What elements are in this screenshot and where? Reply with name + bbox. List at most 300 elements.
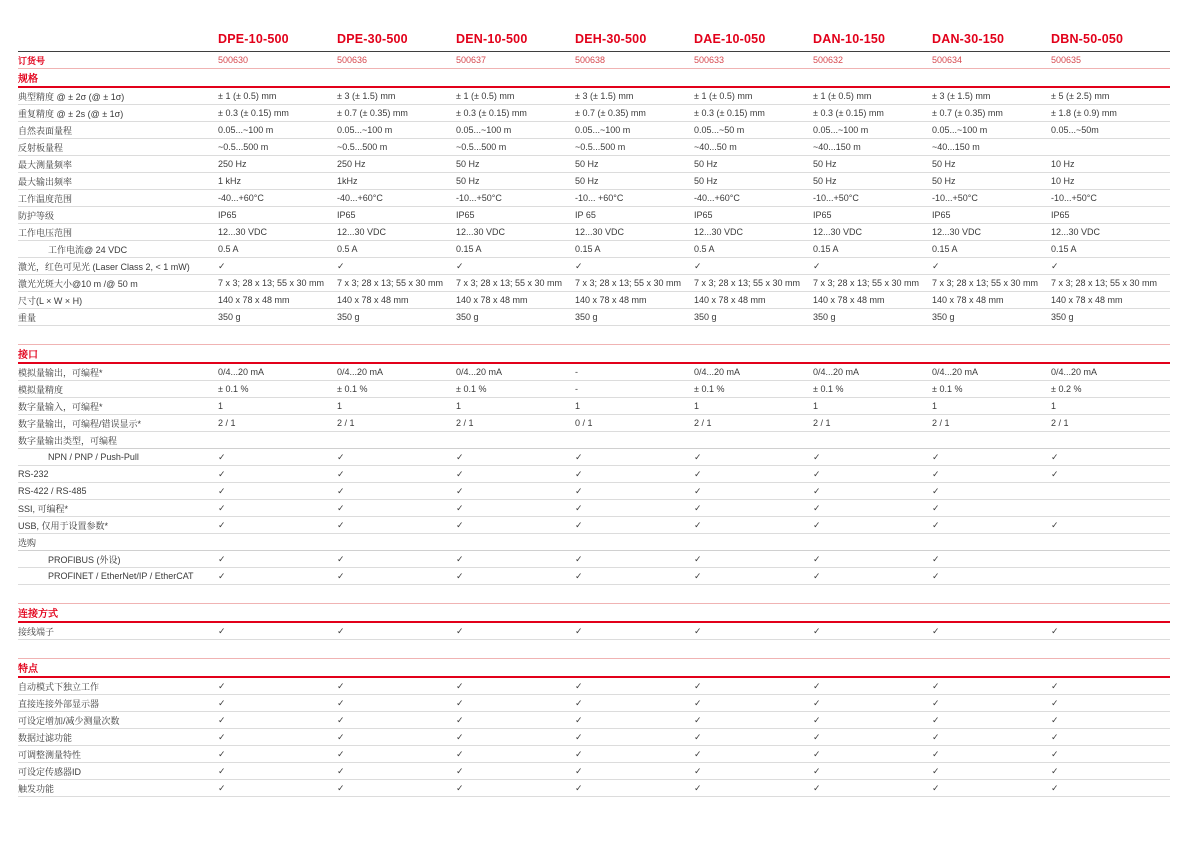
spec-value: 0.15 A bbox=[1051, 243, 1077, 254]
row-label: 激光光斑大小@10 m /@ 50 m bbox=[18, 278, 138, 289]
spec-value: 10 Hz bbox=[1051, 158, 1075, 169]
checkmark-icon: ✓ bbox=[694, 502, 702, 513]
spec-value: ± 0.3 (± 0.15) mm bbox=[813, 107, 884, 118]
spec-value: 12...30 VDC bbox=[218, 226, 268, 237]
spec-value: ± 0.3 (± 0.15) mm bbox=[456, 107, 527, 118]
spec-value: 350 g bbox=[575, 311, 598, 322]
spec-value: ± 3 (± 1.5) mm bbox=[337, 90, 396, 101]
spec-value: 1 bbox=[1051, 400, 1057, 411]
spec-value: ± 3 (± 1.5) mm bbox=[575, 90, 634, 101]
checkmark-icon: ✓ bbox=[813, 485, 821, 496]
spec-value: IP65 bbox=[932, 209, 951, 220]
row-label: 数字量输出类型，可编程 bbox=[18, 435, 118, 446]
spec-value: IP65 bbox=[694, 209, 713, 220]
spec-value: 0/4...20 mA bbox=[932, 366, 979, 377]
row-label: 自动模式下独立工作 bbox=[18, 681, 100, 692]
product-column-header: DEN-10-500 bbox=[456, 32, 528, 46]
table-row bbox=[18, 207, 1170, 224]
checkmark-icon: ✓ bbox=[337, 468, 345, 479]
spec-value: 0.05...~100 m bbox=[575, 124, 631, 135]
spec-value: ± 1 (± 0.5) mm bbox=[218, 90, 277, 101]
spec-value: 50 Hz bbox=[575, 175, 599, 186]
table-row bbox=[18, 88, 1170, 105]
spec-value: 0.15 A bbox=[575, 243, 601, 254]
spec-value: ± 1 (± 0.5) mm bbox=[813, 90, 872, 101]
checkmark-icon: ✓ bbox=[575, 468, 583, 479]
spec-value: ± 0.1 % bbox=[218, 383, 249, 394]
checkmark-icon: ✓ bbox=[456, 451, 464, 462]
spec-value: 50 Hz bbox=[456, 175, 480, 186]
spec-value: ~0.5...500 m bbox=[456, 141, 507, 152]
checkmark-icon: ✓ bbox=[932, 519, 940, 530]
spec-value: ± 0.7 (± 0.35) mm bbox=[337, 107, 408, 118]
checkmark-icon: ✓ bbox=[813, 468, 821, 479]
spec-value: 7 x 3; 28 x 13; 55 x 30 mm bbox=[932, 277, 1039, 288]
spec-value: 0.5 A bbox=[694, 243, 715, 254]
checkmark-icon: ✓ bbox=[694, 731, 702, 742]
checkmark-icon: ✓ bbox=[813, 782, 821, 793]
checkmark-icon: ✓ bbox=[456, 697, 464, 708]
spec-value: 12...30 VDC bbox=[456, 226, 506, 237]
checkmark-icon: ✓ bbox=[218, 451, 226, 462]
table-row bbox=[18, 156, 1170, 173]
checkmark-icon: ✓ bbox=[575, 765, 583, 776]
spec-value: 50 Hz bbox=[575, 158, 599, 169]
spec-value: 0.15 A bbox=[456, 243, 482, 254]
spec-value: 0.15 A bbox=[932, 243, 958, 254]
checkmark-icon: ✓ bbox=[1051, 625, 1059, 636]
checkmark-icon: ✓ bbox=[456, 680, 464, 691]
checkmark-icon: ✓ bbox=[337, 485, 345, 496]
spec-value: 140 x 78 x 48 mm bbox=[575, 294, 647, 305]
table-row bbox=[18, 398, 1170, 415]
checkmark-icon: ✓ bbox=[694, 765, 702, 776]
spec-value: ~40...150 m bbox=[813, 141, 861, 152]
spec-value: IP65 bbox=[218, 209, 237, 220]
spec-value: ± 0.1 % bbox=[456, 383, 487, 394]
spec-value: IP 65 bbox=[575, 209, 596, 220]
spec-value: IP65 bbox=[813, 209, 832, 220]
spec-value: 2 / 1 bbox=[694, 417, 712, 428]
spec-value: 1 bbox=[694, 400, 700, 411]
checkmark-icon: ✓ bbox=[575, 731, 583, 742]
spec-value: 350 g bbox=[456, 311, 479, 322]
spec-value: 0/4...20 mA bbox=[813, 366, 860, 377]
checkmark-icon: ✓ bbox=[813, 553, 821, 564]
spec-value: ± 0.1 % bbox=[694, 383, 725, 394]
spec-value: 50 Hz bbox=[694, 175, 718, 186]
checkmark-icon: ✓ bbox=[456, 714, 464, 725]
spec-value: 0/4...20 mA bbox=[456, 366, 503, 377]
spec-value: 1 bbox=[218, 400, 224, 411]
spec-value: 140 x 78 x 48 mm bbox=[218, 294, 290, 305]
spec-value: -10... +60°C bbox=[575, 192, 624, 203]
spec-value: ± 1.8 (± 0.9) mm bbox=[1051, 107, 1117, 118]
spec-value: 7 x 3; 28 x 13; 55 x 30 mm bbox=[694, 277, 801, 288]
table-row bbox=[18, 432, 1170, 449]
spec-value: ± 3 (± 1.5) mm bbox=[932, 90, 991, 101]
row-label: 最大输出频率 bbox=[18, 176, 73, 187]
table-row bbox=[18, 415, 1170, 432]
row-label: 直接连接外部显示器 bbox=[18, 698, 100, 709]
table-row bbox=[18, 483, 1170, 500]
row-label: SSI, 可编程* bbox=[18, 503, 69, 514]
checkmark-icon: ✓ bbox=[456, 485, 464, 496]
checkmark-icon: ✓ bbox=[456, 731, 464, 742]
checkmark-icon: ✓ bbox=[337, 625, 345, 636]
spec-value: ± 0.3 (± 0.15) mm bbox=[694, 107, 765, 118]
spec-value: ± 1 (± 0.5) mm bbox=[456, 90, 515, 101]
table-row bbox=[18, 241, 1170, 258]
checkmark-icon: ✓ bbox=[218, 748, 226, 759]
checkmark-icon: ✓ bbox=[218, 502, 226, 513]
spec-comparison-table bbox=[18, 27, 1170, 797]
row-label: 工作电流@ 24 VDC bbox=[48, 244, 128, 255]
spec-value: ± 0.2 % bbox=[1051, 383, 1082, 394]
spec-value: 140 x 78 x 48 mm bbox=[456, 294, 528, 305]
spec-value: IP65 bbox=[1051, 209, 1070, 220]
row-label: 触发功能 bbox=[18, 783, 55, 794]
spec-value: 350 g bbox=[1051, 311, 1074, 322]
checkmark-icon: ✓ bbox=[456, 765, 464, 776]
spec-value: 0.5 A bbox=[337, 243, 358, 254]
spec-value: 1 kHz bbox=[218, 175, 242, 186]
row-label: 防护等级 bbox=[18, 210, 55, 221]
checkmark-icon: ✓ bbox=[813, 502, 821, 513]
spec-value: 12...30 VDC bbox=[1051, 226, 1101, 237]
table-row bbox=[18, 381, 1170, 398]
checkmark-icon: ✓ bbox=[813, 731, 821, 742]
checkmark-icon: ✓ bbox=[694, 748, 702, 759]
spec-value: 350 g bbox=[337, 311, 360, 322]
row-label: 选购 bbox=[18, 537, 37, 548]
table-row bbox=[18, 534, 1170, 551]
checkmark-icon: ✓ bbox=[337, 697, 345, 708]
checkmark-icon: ✓ bbox=[218, 553, 226, 564]
spec-value: ~0.5...500 m bbox=[218, 141, 269, 152]
checkmark-icon: ✓ bbox=[456, 502, 464, 513]
checkmark-icon: ✓ bbox=[1051, 731, 1059, 742]
checkmark-icon: ✓ bbox=[575, 697, 583, 708]
table-row bbox=[18, 224, 1170, 241]
spec-value: 1 bbox=[932, 400, 938, 411]
checkmark-icon: ✓ bbox=[1051, 519, 1059, 530]
table-row bbox=[18, 122, 1170, 139]
spec-value: ± 0.7 (± 0.35) mm bbox=[575, 107, 646, 118]
spec-value: 12...30 VDC bbox=[575, 226, 625, 237]
checkmark-icon: ✓ bbox=[1051, 782, 1059, 793]
spec-value: ± 0.3 (± 0.15) mm bbox=[218, 107, 289, 118]
spec-value: 0.05...~100 m bbox=[456, 124, 512, 135]
product-column-header: DEH-30-500 bbox=[575, 32, 647, 46]
row-label: RS-232 bbox=[18, 469, 49, 479]
checkmark-icon: ✓ bbox=[575, 502, 583, 513]
spec-value: ~40...50 m bbox=[694, 141, 737, 152]
spec-value: 7 x 3; 28 x 13; 55 x 30 mm bbox=[337, 277, 444, 288]
spec-value: 7 x 3; 28 x 13; 55 x 30 mm bbox=[813, 277, 920, 288]
checkmark-icon: ✓ bbox=[218, 519, 226, 530]
checkmark-icon: ✓ bbox=[218, 731, 226, 742]
section-header: 特点 bbox=[18, 658, 1170, 678]
row-label: USB, 仅用于设置参数* bbox=[18, 520, 109, 531]
checkmark-icon: ✓ bbox=[1051, 697, 1059, 708]
checkmark-icon: ✓ bbox=[813, 260, 821, 271]
row-label: 最大测量频率 bbox=[18, 159, 73, 170]
checkmark-icon: ✓ bbox=[694, 451, 702, 462]
checkmark-icon: ✓ bbox=[575, 451, 583, 462]
table-row bbox=[18, 309, 1170, 326]
spec-value: 1 bbox=[337, 400, 343, 411]
row-label: 重复精度 @ ± 2s (@ ± 1σ) bbox=[18, 108, 124, 119]
spec-value: 50 Hz bbox=[813, 158, 837, 169]
spec-value: ~0.5...500 m bbox=[337, 141, 388, 152]
spec-value: 12...30 VDC bbox=[337, 226, 387, 237]
spec-value: 2 / 1 bbox=[1051, 417, 1069, 428]
spec-value: -40...+60°C bbox=[218, 192, 264, 203]
row-label: PROFIBUS (外设) bbox=[48, 554, 121, 565]
spec-value: 12...30 VDC bbox=[694, 226, 744, 237]
spec-value: ± 1 (± 0.5) mm bbox=[694, 90, 753, 101]
row-label: 数字量输出，可编程/错误显示* bbox=[18, 418, 142, 429]
row-label: 工作电压范围 bbox=[18, 227, 73, 238]
spec-value: - bbox=[575, 366, 578, 377]
checkmark-icon: ✓ bbox=[337, 765, 345, 776]
checkmark-icon: ✓ bbox=[932, 731, 940, 742]
checkmark-icon: ✓ bbox=[218, 570, 226, 581]
table-row bbox=[18, 275, 1170, 292]
checkmark-icon: ✓ bbox=[575, 485, 583, 496]
table-row bbox=[18, 763, 1170, 780]
checkmark-icon: ✓ bbox=[694, 570, 702, 581]
checkmark-icon: ✓ bbox=[932, 697, 940, 708]
checkmark-icon: ✓ bbox=[694, 697, 702, 708]
checkmark-icon: ✓ bbox=[218, 680, 226, 691]
checkmark-icon: ✓ bbox=[337, 782, 345, 793]
section-header: 规格 bbox=[18, 69, 1170, 88]
spec-value: IP65 bbox=[456, 209, 475, 220]
checkmark-icon: ✓ bbox=[575, 570, 583, 581]
row-label: 激光，红色可见光 (Laser Class 2, < 1 mW) bbox=[18, 261, 190, 272]
checkmark-icon: ✓ bbox=[932, 502, 940, 513]
checkmark-icon: ✓ bbox=[218, 782, 226, 793]
checkmark-icon: ✓ bbox=[218, 625, 226, 636]
checkmark-icon: ✓ bbox=[575, 553, 583, 564]
spec-value: 0.05...~50m bbox=[1051, 124, 1099, 135]
spec-value: 350 g bbox=[218, 311, 241, 322]
spec-value: 12...30 VDC bbox=[813, 226, 863, 237]
row-label: NPN / PNP / Push-Pull bbox=[48, 452, 139, 462]
product-header-row bbox=[18, 27, 1170, 52]
spec-value: 350 g bbox=[932, 311, 955, 322]
checkmark-icon: ✓ bbox=[813, 765, 821, 776]
checkmark-icon: ✓ bbox=[694, 468, 702, 479]
checkmark-icon: ✓ bbox=[1051, 680, 1059, 691]
row-label: 自然表面量程 bbox=[18, 125, 73, 136]
checkmark-icon: ✓ bbox=[456, 782, 464, 793]
product-column-header: DBN-50-050 bbox=[1051, 32, 1124, 46]
order-number-value: 500636 bbox=[337, 54, 368, 65]
checkmark-icon: ✓ bbox=[694, 782, 702, 793]
spec-value: 140 x 78 x 48 mm bbox=[1051, 294, 1123, 305]
checkmark-icon: ✓ bbox=[337, 260, 345, 271]
checkmark-icon: ✓ bbox=[575, 519, 583, 530]
checkmark-icon: ✓ bbox=[218, 468, 226, 479]
row-label: 反射板量程 bbox=[18, 142, 64, 153]
order-number-label: 订货号 bbox=[18, 55, 46, 66]
row-label: 数据过滤功能 bbox=[18, 732, 73, 743]
checkmark-icon: ✓ bbox=[932, 782, 940, 793]
table-row bbox=[18, 292, 1170, 309]
spec-value: 1kHz bbox=[337, 175, 358, 186]
checkmark-icon: ✓ bbox=[337, 714, 345, 725]
order-number-value: 500633 bbox=[694, 54, 725, 65]
spec-value: 0.05...~100 m bbox=[813, 124, 869, 135]
spec-value: 1 bbox=[575, 400, 581, 411]
spec-value: 0.15 A bbox=[813, 243, 839, 254]
table-row bbox=[18, 139, 1170, 156]
spec-value: ~0.5...500 m bbox=[575, 141, 626, 152]
spec-value: -40...+60°C bbox=[694, 192, 740, 203]
table-row bbox=[18, 466, 1170, 483]
table-row bbox=[18, 105, 1170, 122]
spec-value: 140 x 78 x 48 mm bbox=[932, 294, 1004, 305]
product-column-header: DAN-30-150 bbox=[932, 32, 1005, 46]
checkmark-icon: ✓ bbox=[1051, 260, 1059, 271]
spec-value: 2 / 1 bbox=[813, 417, 831, 428]
spec-value: 1 bbox=[813, 400, 819, 411]
spec-value: 10 Hz bbox=[1051, 175, 1075, 186]
spec-value: 2 / 1 bbox=[932, 417, 950, 428]
checkmark-icon: ✓ bbox=[337, 680, 345, 691]
checkmark-icon: ✓ bbox=[813, 697, 821, 708]
table-row bbox=[18, 678, 1170, 695]
spec-value: 7 x 3; 28 x 13; 55 x 30 mm bbox=[575, 277, 682, 288]
checkmark-icon: ✓ bbox=[932, 714, 940, 725]
checkmark-icon: ✓ bbox=[813, 519, 821, 530]
table-row bbox=[18, 712, 1170, 729]
checkmark-icon: ✓ bbox=[1051, 451, 1059, 462]
spec-value: 140 x 78 x 48 mm bbox=[813, 294, 885, 305]
spec-value: 0.05...~100 m bbox=[932, 124, 988, 135]
spec-value: 2 / 1 bbox=[337, 417, 355, 428]
spec-value: 50 Hz bbox=[456, 158, 480, 169]
table-row bbox=[18, 568, 1170, 585]
spec-value: 0.05...~100 m bbox=[218, 124, 274, 135]
order-number-value: 500638 bbox=[575, 54, 606, 65]
checkmark-icon: ✓ bbox=[694, 260, 702, 271]
checkmark-icon: ✓ bbox=[813, 748, 821, 759]
spec-value: 50 Hz bbox=[694, 158, 718, 169]
order-number-value: 500632 bbox=[813, 54, 844, 65]
row-label: 可设定增加/减少测量次数 bbox=[18, 715, 120, 726]
table-row bbox=[18, 500, 1170, 517]
checkmark-icon: ✓ bbox=[218, 485, 226, 496]
table-row bbox=[18, 623, 1170, 640]
checkmark-icon: ✓ bbox=[694, 485, 702, 496]
checkmark-icon: ✓ bbox=[337, 731, 345, 742]
order-number-value: 500634 bbox=[932, 54, 963, 65]
checkmark-icon: ✓ bbox=[575, 625, 583, 636]
spec-value: -10...+50°C bbox=[456, 192, 502, 203]
row-label: RS-422 / RS-485 bbox=[18, 486, 87, 496]
checkmark-icon: ✓ bbox=[813, 625, 821, 636]
checkmark-icon: ✓ bbox=[337, 570, 345, 581]
spec-value: 0/4...20 mA bbox=[218, 366, 265, 377]
section-header: 连接方式 bbox=[18, 603, 1170, 623]
table-row bbox=[18, 190, 1170, 207]
section-gap bbox=[18, 326, 1170, 344]
checkmark-icon: ✓ bbox=[932, 451, 940, 462]
checkmark-icon: ✓ bbox=[932, 748, 940, 759]
checkmark-icon: ✓ bbox=[932, 680, 940, 691]
checkmark-icon: ✓ bbox=[932, 570, 940, 581]
checkmark-icon: ✓ bbox=[575, 782, 583, 793]
row-label: PROFINET / EtherNet/IP / EtherCAT bbox=[48, 571, 194, 581]
order-number-value: 500630 bbox=[218, 54, 249, 65]
checkmark-icon: ✓ bbox=[456, 625, 464, 636]
checkmark-icon: ✓ bbox=[218, 714, 226, 725]
checkmark-icon: ✓ bbox=[694, 553, 702, 564]
spec-value: 250 Hz bbox=[218, 158, 247, 169]
row-label: 接线端子 bbox=[18, 626, 55, 637]
checkmark-icon: ✓ bbox=[694, 680, 702, 691]
section-gap bbox=[18, 585, 1170, 603]
checkmark-icon: ✓ bbox=[1051, 468, 1059, 479]
spec-value: 0.05...~50 m bbox=[694, 124, 745, 135]
spec-value: -40...+60°C bbox=[337, 192, 383, 203]
checkmark-icon: ✓ bbox=[932, 485, 940, 496]
spec-value: 350 g bbox=[694, 311, 717, 322]
spec-value: -10...+50°C bbox=[813, 192, 859, 203]
checkmark-icon: ✓ bbox=[813, 451, 821, 462]
table-row bbox=[18, 729, 1170, 746]
spec-value: ± 0.1 % bbox=[932, 383, 963, 394]
product-column-header: DPE-10-500 bbox=[218, 32, 289, 46]
table-row bbox=[18, 364, 1170, 381]
table-row bbox=[18, 551, 1170, 568]
table-row bbox=[18, 746, 1170, 763]
checkmark-icon: ✓ bbox=[813, 714, 821, 725]
checkmark-icon: ✓ bbox=[575, 714, 583, 725]
checkmark-icon: ✓ bbox=[932, 468, 940, 479]
section-gap bbox=[18, 640, 1170, 658]
spec-value: 50 Hz bbox=[932, 158, 956, 169]
checkmark-icon: ✓ bbox=[813, 570, 821, 581]
table-row bbox=[18, 695, 1170, 712]
checkmark-icon: ✓ bbox=[932, 260, 940, 271]
checkmark-icon: ✓ bbox=[932, 765, 940, 776]
checkmark-icon: ✓ bbox=[456, 748, 464, 759]
spec-value: 12...30 VDC bbox=[932, 226, 982, 237]
spec-value: ± 0.1 % bbox=[337, 383, 368, 394]
checkmark-icon: ✓ bbox=[694, 625, 702, 636]
spec-value: 0.5 A bbox=[218, 243, 239, 254]
checkmark-icon: ✓ bbox=[575, 680, 583, 691]
spec-value: 50 Hz bbox=[932, 175, 956, 186]
section-header: 接口 bbox=[18, 344, 1170, 364]
spec-value: 250 Hz bbox=[337, 158, 366, 169]
spec-value: ± 5 (± 2.5) mm bbox=[1051, 90, 1110, 101]
checkmark-icon: ✓ bbox=[337, 748, 345, 759]
checkmark-icon: ✓ bbox=[337, 553, 345, 564]
spec-value: 7 x 3; 28 x 13; 55 x 30 mm bbox=[1051, 277, 1158, 288]
checkmark-icon: ✓ bbox=[456, 553, 464, 564]
spec-value: 0/4...20 mA bbox=[337, 366, 384, 377]
table-row bbox=[18, 173, 1170, 190]
spec-value: ± 0.7 (± 0.35) mm bbox=[932, 107, 1003, 118]
spec-value: 7 x 3; 28 x 13; 55 x 30 mm bbox=[218, 277, 325, 288]
spec-value: 0/4...20 mA bbox=[1051, 366, 1098, 377]
